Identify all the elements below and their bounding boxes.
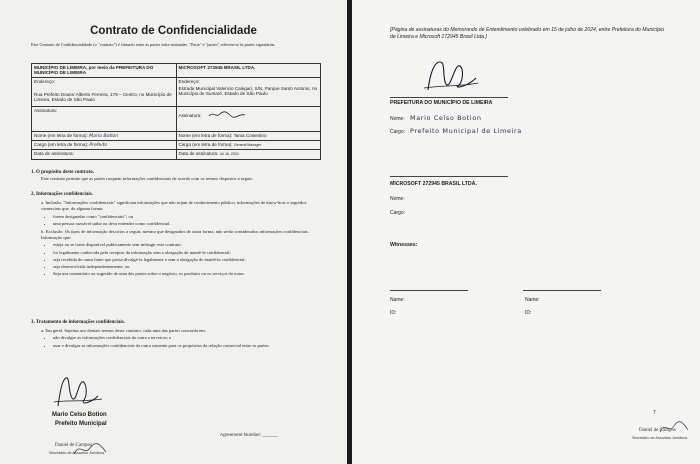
party1-name-value: Mario Celso Botion [410,114,482,122]
party1-title: PREFEITURA DO MUNICÍPIO DE LIMEIRA [390,100,493,106]
section-2b: b. Exclusão. Os tipos de informação descritos a seguir, mesmo que designados de outra forma, não serão considerados informações confidenciais. Informação que: [41,229,309,241]
contract-page-2 [352,0,700,464]
agreement-number: Agreement Number: ______ [220,432,278,437]
party2-role-row [176,141,321,150]
list-item: • seja desenvolvida independentemente; ou [53,264,321,270]
party1-signature-label: Assinatura: [34,108,57,113]
section-3-title: 3. Tratamento de informações confidenciais. [31,320,125,325]
party2-name-value: Tania Cosentino [233,133,267,138]
party1-role-row [32,141,177,150]
party1-role-value: Prefeito Municipal de Limeira [410,127,522,135]
party1-name: MUNICÍPIO DE LIMEIRA, por meio da PREFEITURA DO MUNICÍPIO DE LIMEIRA [32,64,177,78]
list-item: • não divulgar as informações confidenciais da outra a terceiros; e [53,335,321,341]
witness2-line [523,290,601,291]
witness-stamp-role: Secretário de Assuntos Jurídicos [49,451,105,455]
party1-role-label: Cargo: [390,129,406,135]
party2-address: Estrada Municipal Valencio Calegari, S/N, Parque Santo Antonio, no Município de Sumaré, Estado de São Paulo [178,86,318,97]
section-1-title: 1. O propósito deste contrato. [31,170,94,175]
witness1-line [390,290,468,291]
party2-signature-cell [176,107,321,132]
section-2b-list [31,242,321,277]
party2-name-row [176,132,321,141]
section-2-title: 2. Informações confidenciais. [31,192,93,197]
party2-signature-icon [207,110,247,119]
witness-stamp-name: Daniel de Campos [55,443,92,448]
party1-name-row [32,132,177,141]
party2-role-label: Cargo (em letra de forma): [178,142,233,148]
signer-role: Prefeito Municipal [55,421,107,427]
party1-name-value: Mario Botion [89,134,119,139]
party1-address-cell [32,78,177,107]
list-item: • usar e divulgar as informações confidenciais da outra somente para os propósitos da relação comercial entre as partes. [53,343,321,349]
initials-icon [657,418,691,438]
party2-address-label: Endereço: [178,79,200,84]
list-item: • esteja ou se torne disponível publicamente sem infringir este contrato; [53,242,321,248]
stamp-name: Daniel de Campos [639,428,676,433]
signature-line-1 [390,97,508,98]
parties-table [31,63,321,160]
section-1-text: Este contrato permite que as partes troquem informações confidenciais de acordo com os termos dispostos a seguir. [41,176,253,182]
stamp-role: Secretário de Assuntos Jurídicos [632,436,688,440]
party1-date-label: Data de assinatura: [34,151,74,157]
section-3a-list [31,335,321,348]
party2-date-row [176,150,321,159]
party1-address: Rua Prefeito Doutor Alberto Ferreira, 179 – Centro, no Município de Limeira, Estado de São Paulo [34,92,172,103]
signature-line-2 [390,176,508,177]
party2-name-label: Nome (em letra de forma): [178,133,233,138]
party2-name: MICROSOFT 272945 BRASIL LTDA. [176,64,321,78]
list-item: • Seja um comentário ou sugestão de uma das partes sobre o negócio, os produtos ou os serviços da outra. [53,271,321,277]
party2-date-label: Data de assinatura: [178,151,219,157]
list-item: • foi legalmente conhecida pelo receptor da informação sem a obrigação de mantê-la confidencial; [53,250,321,256]
party2-role-label: Cargo: [390,210,406,216]
section-2a: a. Inclusão. "Informações confidenciais" significam informações que não sejam de conhecimento público, informações de know-how e segredos comerciais que, de alguma forma: [41,200,307,212]
page-title: Contrato de Confidencialidade [90,25,257,37]
party2-signature-label: Assinatura: [178,113,202,118]
section-3 [31,320,321,350]
signature-page-header: [Página de assinaturas do Memorando de Entendimento celebrado em 15 de julho de 2024, entre Prefeitura do Município de Limeira e Microsoft 272945 Brasil Ltda.] [390,27,665,40]
party2-address-cell [176,78,321,107]
section-3a: a. Em geral. Sujeitas aos demais termos deste contrato, cada uma das partes concorda em: [41,328,206,334]
party1-name-label: Nome (em letra de forma): [34,133,88,138]
initials-icon [70,440,110,460]
party2-title: MICROSOFT 272945 BRASIL LTDA. [390,181,477,187]
witness2-id-label: ID: [525,310,532,316]
party1-role-label: Cargo (em letra de forma): [34,142,89,148]
mayor-signature-icon [420,56,482,98]
party2-name-label: Nome: [390,196,405,202]
list-item: • forem designadas como "confidenciais"; ou [53,214,321,220]
party2-date-value: Jul 16, 2024 [219,152,239,157]
party1-signature-cell [32,107,177,132]
section-2a-list [31,214,321,227]
signature-icon [48,372,108,412]
section-2 [31,192,321,278]
list-item: • seja recebida de outra fonte que possa divulgá-la legalmente e sem a obrigação de mantê-la confidencial; [53,257,321,263]
witness2-name-label: Name: [525,297,540,303]
witnesses-label: Witnesses: [390,242,418,248]
section-1 [31,170,321,182]
list-item: • uma pessoa razoável saiba ou deva entender como confidencial. [53,221,321,227]
page-number: 7 [653,410,656,416]
witness1-name-label: Name: [390,297,405,303]
witness1-id-label: ID: [390,310,397,316]
party1-role-value: Prefeito [89,143,108,149]
intro-paragraph: Este Contrato de Confidencialidade (o "contrato") é firmado entre as partes infra-assinadas. "Parte" e "partes" referem-se às partes signatárias. [31,42,276,47]
party1-address-label: Endereço: [34,79,55,84]
party1-date-row [32,150,177,159]
party2-role-value: General Manager [233,143,262,148]
signer-name: Mario Celso Botion [52,412,107,418]
party1-name-label: Nome: [390,116,405,122]
contract-page-1 [0,0,347,464]
